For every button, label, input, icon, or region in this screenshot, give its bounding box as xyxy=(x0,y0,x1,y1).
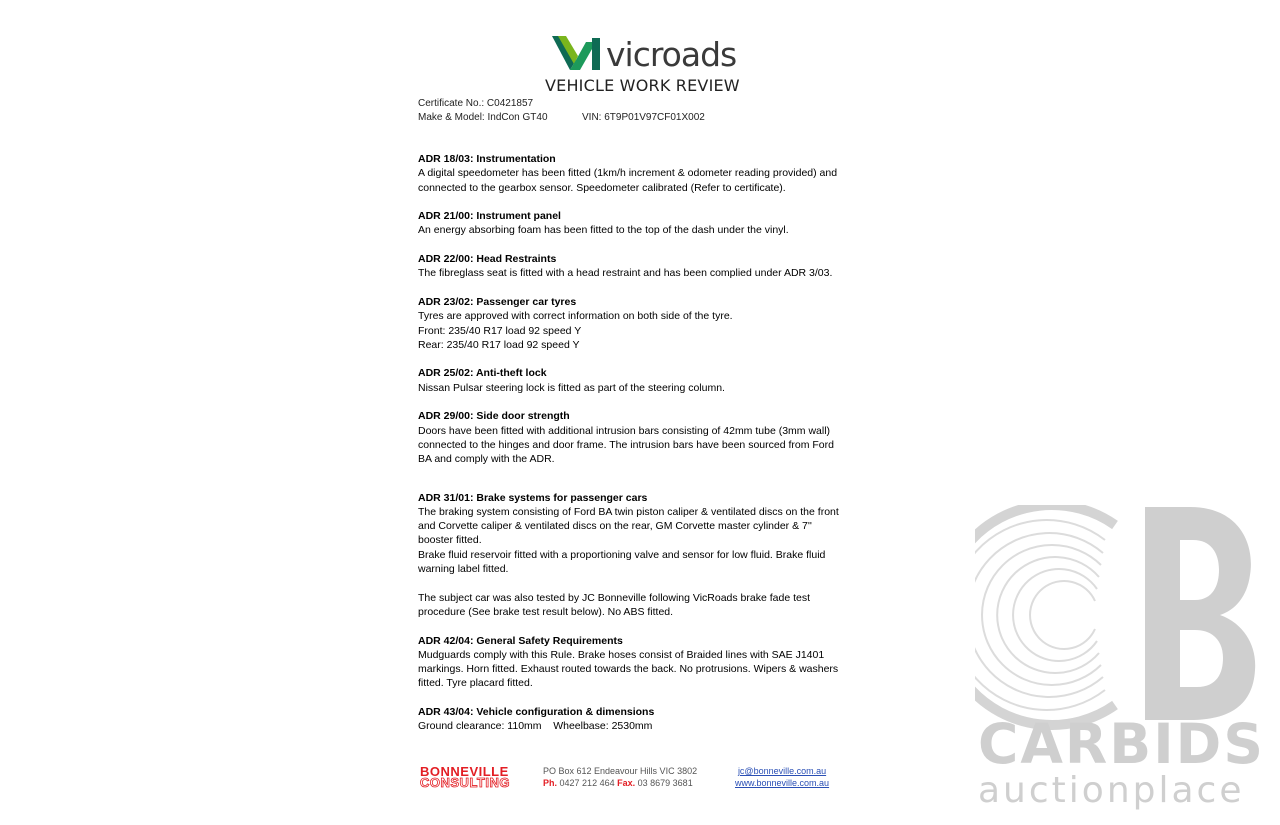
adr-section xyxy=(418,209,863,238)
bonneville-logo xyxy=(420,766,527,789)
website-link[interactable]: www.bonneville.com.au xyxy=(735,778,830,788)
section-heading: ADR 42/04: General Safety Requirements xyxy=(418,634,623,647)
section-body: Nissan Pulsar steering lock is fitted as part of the steering column. xyxy=(418,381,725,394)
adr-section xyxy=(418,366,863,395)
section-heading: ADR 43/04: Vehicle configuration & dimensions xyxy=(418,705,655,718)
make-model: Make & Model: IndCon GT40 xyxy=(418,112,548,123)
section-heading: ADR 21/00: Instrument panel xyxy=(418,210,561,223)
brand-name: vicroads xyxy=(606,35,737,74)
section-heading: ADR 29/00: Side door strength xyxy=(418,410,570,423)
adr-section xyxy=(418,705,863,734)
watermark-auctionplace: auctionplace xyxy=(978,770,1245,811)
vicroads-logo xyxy=(552,34,736,72)
section-heading: ADR 23/02: Passenger car tyres xyxy=(418,295,577,308)
phone-number: 0427 212 464 xyxy=(559,778,615,788)
section-heading: ADR 25/02: Anti-theft lock xyxy=(418,367,547,380)
section-heading: ADR 22/00: Head Restraints xyxy=(418,253,557,266)
section-body: Doors have been fitted with additional intrusion bars consisting of 42mm tube (3mm wall) connected to the hinges and door frame. The intrusion bars have been sourced from Ford BA and comply with the ADR. xyxy=(418,424,834,466)
bonneville-logo-line2: CONSULTING xyxy=(420,775,510,790)
adr-section xyxy=(418,252,863,281)
footer-address xyxy=(543,765,697,789)
section-body: The braking system consisting of Ford BA twin piston caliper & ventilated discs on the front and Corvette caliper & ventilated discs on the rear, GM Corvette master cylinder & 7'' booster fitted. Brake fluid reservoir fitted with a proportioning valve and sensor for low fluid. Brake fluid warning label fitted. xyxy=(418,505,839,576)
document-title: VEHICLE WORK REVIEW xyxy=(545,76,740,95)
section-heading: ADR 31/01: Brake systems for passenger cars xyxy=(418,491,648,504)
certificate-number: Certificate No.: C0421857 xyxy=(418,98,534,109)
vin: VIN: 6T9P01V97CF01X002 xyxy=(582,112,705,123)
section-body: Tyres are approved with correct information on both side of the tyre. Front: 235/40 R17 load 92 speed Y Rear: 235/40 R17 load 92 speed Y xyxy=(418,310,733,351)
email-link[interactable]: jc@bonneville.com.au xyxy=(737,766,827,776)
adr-section xyxy=(418,409,863,466)
section-body: The fibreglass seat is fitted with a head restraint and has been complied under ADR 3/03. xyxy=(418,267,833,280)
section-body: The subject car was also tested by JC Bonneville following VicRoads brake fade test procedure (See brake test result below). No ABS fitted. xyxy=(418,591,811,618)
fax-label: Fax. xyxy=(617,778,636,788)
fax-number: 03 8679 3681 xyxy=(637,778,693,788)
adr-section xyxy=(418,295,863,352)
section-body: An energy absorbing foam has been fitted to the top of the dash under the vinyl. xyxy=(418,224,789,237)
brake-test-note xyxy=(418,591,863,620)
address: PO Box 612 Endeavour Hills VIC 3802 xyxy=(543,766,698,776)
bonneville-logo-line1: BONNEVILLE xyxy=(420,764,509,779)
vicroads-chevron-icon xyxy=(552,34,602,72)
adr-sections xyxy=(418,152,863,748)
adr-section xyxy=(418,491,863,577)
footer-web xyxy=(735,765,829,789)
adr-section xyxy=(418,634,863,691)
section-body: A digital speedometer has been fitted (1km/h increment & odometer reading provided) and connected to the gearbox sensor. Speedometer calibrated (Refer to certificate). xyxy=(418,167,838,194)
section-heading: ADR 18/03: Instrumentation xyxy=(418,153,556,165)
watermark-carbids: CARBIDS xyxy=(978,712,1265,776)
phone-label: Ph. xyxy=(543,778,558,788)
adr-section xyxy=(418,152,863,195)
contact-numbers xyxy=(543,777,697,789)
section-body: Ground clearance: 110mm Wheelbase: 2530mm xyxy=(418,720,653,733)
section-body: Mudguards comply with this Rule. Brake hoses consist of Braided lines with SAE J1401 markings. Horn fitted. Exhaust routed towards the back. No protrusions. Wipers & washers fitted. Tyre placard fitted. xyxy=(418,648,839,690)
